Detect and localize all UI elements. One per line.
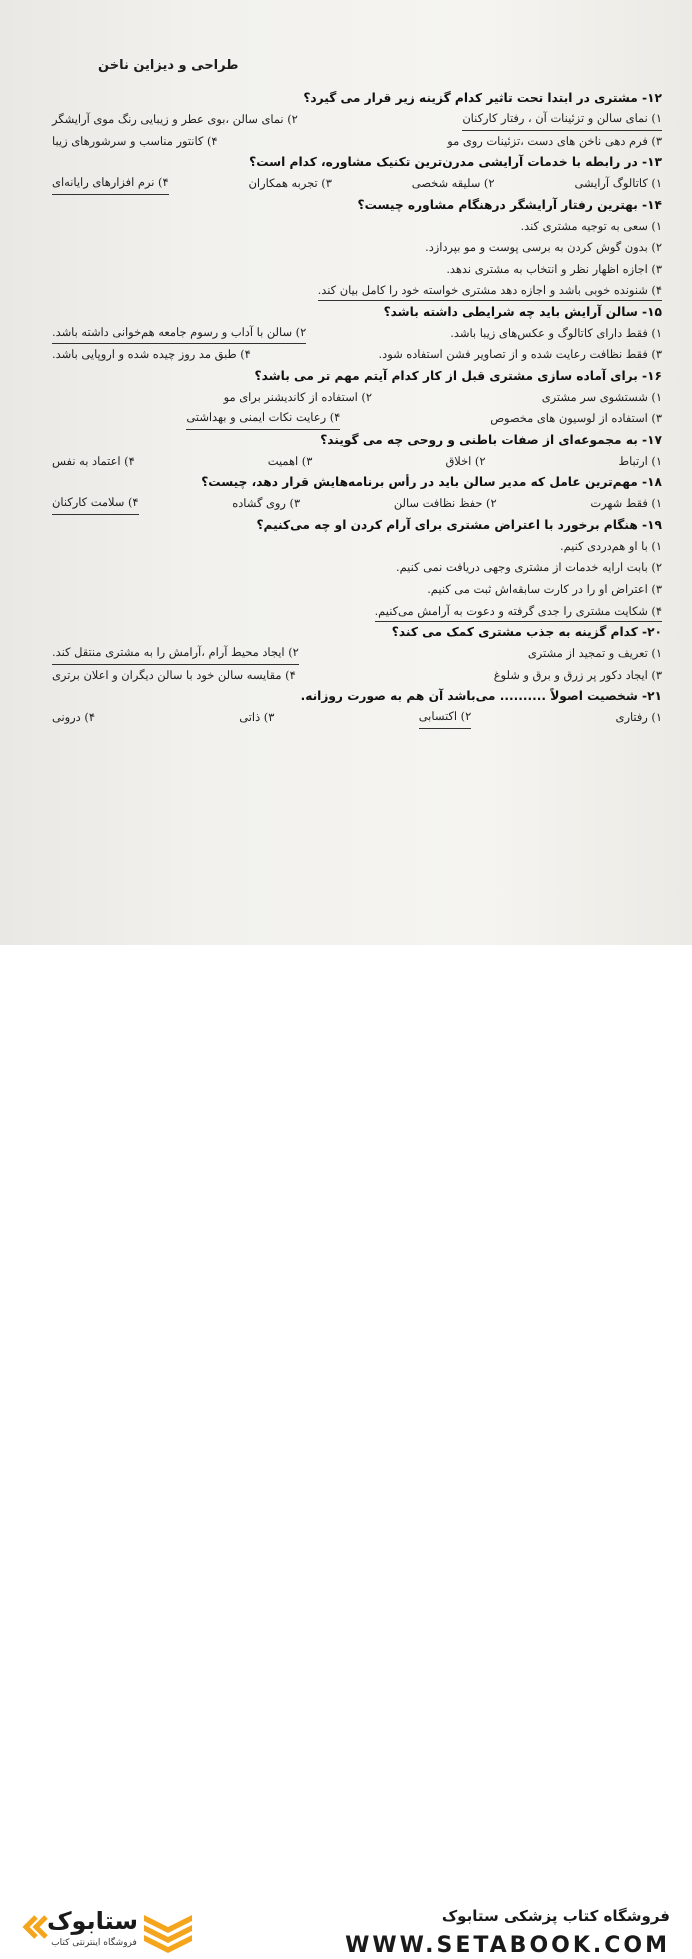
question-title: ۱۵- سالن آرایش باید چه شرایطی داشته باشد؟ [383, 304, 662, 319]
question-title: ۱۸- مهم‌ترین عامل که مدیر سالن باید در رأس برنامه‌هایش قرار دهد، چیست؟ [201, 475, 662, 490]
option-4: ۴) کانتور مناسب و سرشورهای زیبا [52, 133, 218, 148]
options-row [52, 643, 662, 665]
option-4: ۴) مقایسه سالن خود با سالن دیگران و اعلان برتری [52, 667, 296, 682]
page-header-title: طراحی و دیزاین ناخن [98, 58, 239, 73]
option-4-correct: ۴) شنونده خوبی باشد و اجازه دهد مشتری خواسته خود را کامل بیان کند. [318, 281, 662, 301]
question-18 [52, 472, 662, 515]
options-row [52, 493, 662, 515]
option-1: ۱) کاتالوگ آرایشی [574, 176, 662, 190]
option-4: ۴) طبق مد روز چیده شده و اروپایی باشد. [52, 347, 251, 362]
question-title: ۱۹- هنگام برخورد با اعتراض مشتری برای آرام کردن او چه می‌کنیم؟ [256, 517, 662, 532]
option-2: ۲) نمای سالن ،بوی عطر و زیبایی رنگ موی آرایشگر [52, 112, 298, 126]
question-title: ۱۷- به مجموعه‌ای از صفات باطنی و روحی چه می گویند؟ [320, 432, 662, 447]
page-header [98, 58, 658, 73]
option-2-correct: ۲) سالن با آداب و رسوم جامعه هم‌خوانی داشته باشد. [52, 323, 306, 345]
question-title: ۱۳- در رابطه با خدمات آرایشی مدرن‌ترین تکنیک مشاوره، کدام است؟ [249, 155, 662, 169]
option-2: ۲) بابت ارایه خدمات از مشتری وجهی دریافت نمی کنیم. [395, 560, 662, 575]
option-1: ۱) سعی به توجیه مشتری کند. [520, 218, 662, 233]
options-row [52, 173, 662, 195]
footer-banner [0, 945, 692, 1958]
option-4: ۴) اعتماد به نفس [52, 453, 135, 468]
logo-text: ستابوک [46, 1907, 138, 1935]
store-website[interactable]: WWW.SETABOOK.COM [345, 1933, 670, 1958]
question-15 [52, 302, 662, 366]
option-1: ۱) ارتباط [618, 453, 662, 468]
option-2: ۲) بدون گوش کردن به برسی پوست و مو بپردازد. [425, 240, 662, 255]
store-name: فروشگاه کتاب پزشکی ستابوک [441, 1907, 670, 1925]
question-12 [52, 88, 662, 152]
options-row [52, 408, 662, 430]
option-4-correct: ۴) سلامت کارکنان [52, 493, 139, 515]
option-2: ۲) حفظ نظافت سالن [393, 496, 497, 511]
question-title: ۲۱- شخصیت اصولاً .......... می‌باشد آن هم به صورت روزانه. [300, 689, 662, 704]
setabook-logo [22, 1907, 192, 1955]
question-13 [52, 152, 662, 195]
option-2: ۲) استفاده از کاندیشنر برای مو [223, 389, 372, 404]
question-19 [52, 515, 662, 622]
option-4: ۴) درونی [52, 710, 95, 725]
option-4-correct: ۴) رعایت نکات ایمنی و بهداشتی [186, 408, 340, 430]
option-1: ۱) رفتاری [615, 710, 662, 725]
option-2-correct: ۲) اکتسابی [419, 707, 472, 729]
options-row [52, 323, 662, 345]
question-title: ۱۶- برای آماده سازی مشتری قبل از کار کدام آیتم مهم تر می باشد؟ [254, 368, 662, 383]
option-3: ۳) فقط نظافت رعایت شده و از تصاویر فشن استفاده شود. [378, 347, 662, 362]
questions-list [52, 88, 662, 729]
options-row [52, 344, 662, 366]
question-title: ۲۰- کدام گزینه به جذب مشتری کمک می کند؟ [391, 625, 662, 640]
option-1: ۱) فقط دارای کاتالوگ و عکس‌های زیبا باشد. [450, 325, 662, 340]
option-2: ۲) اخلاق [445, 453, 486, 468]
options-row [52, 451, 662, 473]
option-1: ۱) با او هم‌دردی کنیم. [559, 538, 662, 553]
option-3: ۳) اجازه اظهار نظر و انتخاب به مشتری ندهد. [446, 261, 662, 276]
options-row [52, 131, 662, 153]
option-3: ۳) ذاتی [239, 710, 275, 725]
option-3: ۳) ایجاد دکور پر زرق و برق و شلوغ [493, 667, 662, 682]
option-3: ۳) فرم دهی ناخن های دست ،تزئینات روی مو [447, 133, 662, 148]
option-3: ۳) استفاده از لوسیون های مخصوص [490, 411, 662, 426]
option-3: ۳) روی گشاده [232, 496, 301, 511]
option-3: ۳) اعتراض او را در کارت سابقه‌اش ثبت می کنیم. [427, 582, 662, 597]
question-title: ۱۲- مشتری در ابتدا تحت تاثیر کدام گزینه زیر قرار می گیرد؟ [303, 91, 662, 105]
options-row [52, 387, 662, 409]
logo-subtitle: فروشگاه اینترنتی کتاب [51, 1938, 137, 1948]
option-2: ۲) سلیقه شخصی [411, 176, 495, 190]
option-1: ۱) شستشوی سر مشتری [541, 389, 662, 404]
question-17 [52, 430, 662, 473]
question-14 [52, 195, 662, 302]
option-1-correct: ۱) نمای سالن و تزئینات آن ، رفتار کارکنان [462, 109, 662, 131]
options-row [52, 707, 662, 729]
question-21 [52, 686, 662, 729]
option-1: ۱) تعریف و تمجید از مشتری [527, 646, 662, 661]
options-row [52, 109, 662, 131]
book-page [0, 0, 692, 945]
question-20 [52, 622, 662, 686]
option-2-correct: ۲) ایجاد محیط آرام ،آرامش را به مشتری منتقل کند. [52, 643, 299, 665]
option-4-correct: ۴) نرم افزارهای رایانه‌ای [52, 173, 169, 195]
question-16 [52, 366, 662, 430]
options-row [52, 665, 662, 687]
question-title: ۱۴- بهترین رفتار آرایشگر درهنگام مشاوره چیست؟ [357, 197, 662, 212]
option-3: ۳) تجربه همکاران [248, 176, 332, 190]
option-3: ۳) اهمیت [267, 453, 313, 468]
option-1: ۱) فقط شهرت [590, 496, 662, 511]
option-4-correct: ۴) شکایت مشتری را جدی گرفته و دعوت به آرامش می‌کنیم. [375, 602, 662, 622]
